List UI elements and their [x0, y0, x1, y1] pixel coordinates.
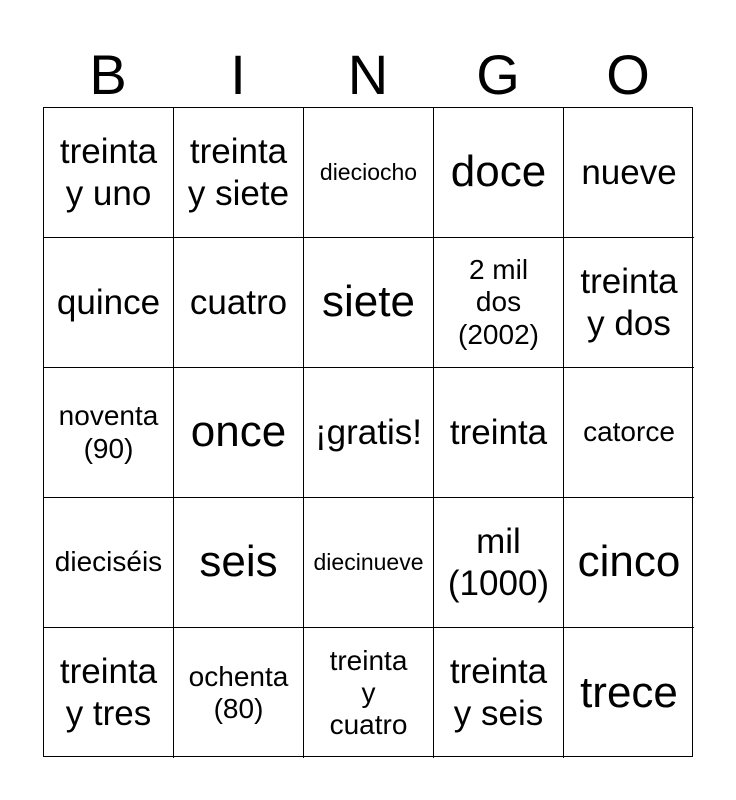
bingo-cell[interactable]: dieciocho [304, 108, 434, 238]
header-letter-b: B [89, 43, 127, 106]
header-letter-o: O [606, 43, 650, 106]
bingo-cell-free[interactable]: ¡gratis! [304, 368, 434, 498]
header-letter-i: I [230, 43, 246, 106]
bingo-cell[interactable]: trece [580, 667, 678, 717]
bingo-cell[interactable]: cinco [564, 498, 694, 628]
bingo-cell[interactable]: noventa (90) [44, 368, 174, 498]
bingo-cell[interactable]: treinta y uno [44, 108, 174, 238]
bingo-board [43, 107, 693, 757]
header-letter-g: G [476, 43, 520, 106]
bingo-cell[interactable]: siete [304, 238, 434, 368]
bingo-cell[interactable]: doce [434, 108, 564, 238]
bingo-cell[interactable]: ochenta (80) [174, 628, 304, 758]
bingo-cell[interactable]: 2 mil dos (2002) [434, 238, 564, 368]
bingo-cell[interactable]: cuatro [174, 238, 304, 368]
bingo-header [43, 44, 693, 106]
bingo-cell[interactable]: dieciséis [44, 498, 174, 628]
bingo-cell[interactable]: diecinueve [304, 498, 434, 628]
bingo-cell[interactable]: treinta [434, 368, 564, 498]
header-letter-n: N [347, 43, 389, 106]
bingo-cell[interactable]: mil (1000) [434, 498, 564, 628]
bingo-cell[interactable]: treinta y cuatro [304, 628, 434, 758]
bingo-cell[interactable]: seis [174, 498, 304, 628]
bingo-cell[interactable]: treinta y siete [174, 108, 304, 238]
bingo-cell[interactable]: nueve [564, 108, 694, 238]
bingo-cell[interactable]: once [174, 368, 304, 498]
bingo-cell[interactable]: catorce [564, 368, 694, 498]
bingo-cell[interactable]: treinta y tres [44, 628, 174, 758]
bingo-cell[interactable]: treinta y seis [434, 628, 564, 758]
bingo-cell[interactable]: quince [44, 238, 174, 368]
bingo-cell[interactable]: treinta y dos [564, 238, 694, 368]
